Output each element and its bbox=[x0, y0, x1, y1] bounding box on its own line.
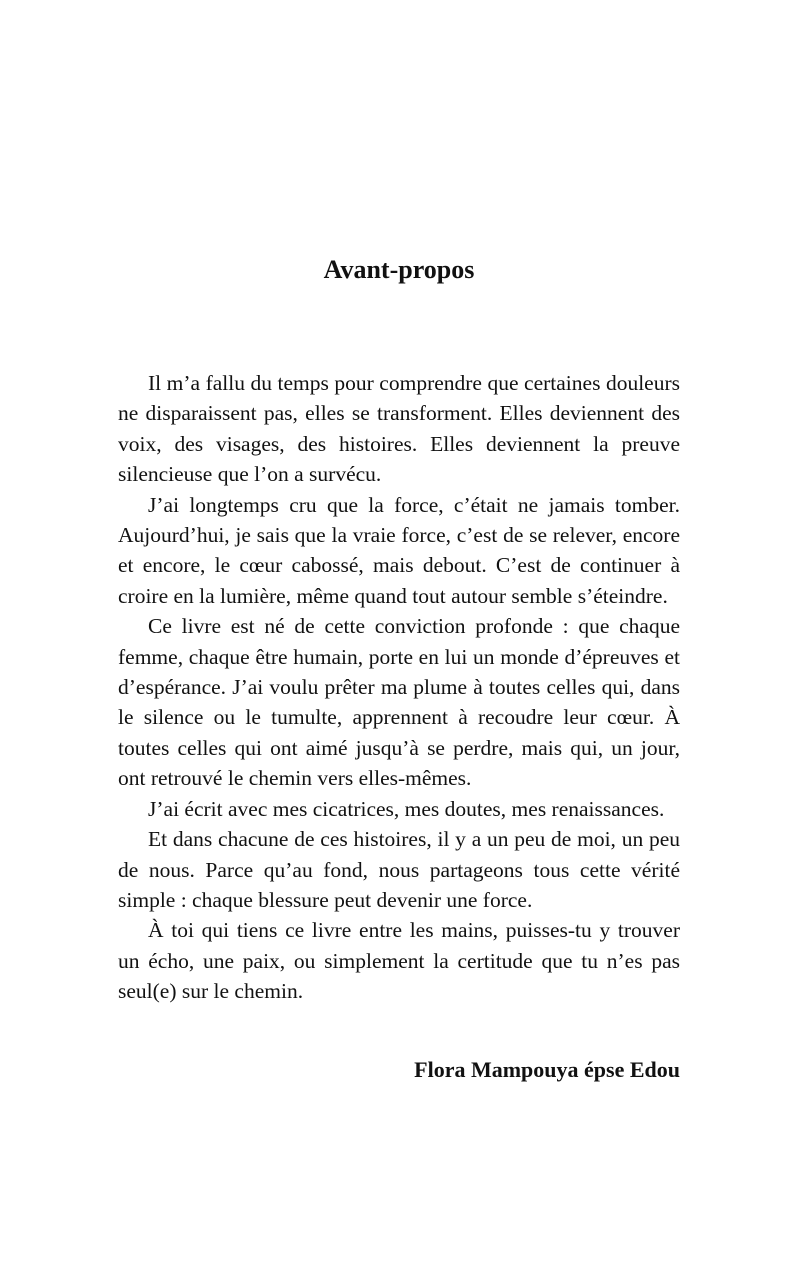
paragraph: Ce livre est né de cette conviction profonde : que chaque femme, chaque être humain, porte en lui un monde d’épreuves et d’espérance. J’ai voulu prêter ma plume à toutes celles qui, dans le silence ou le tumulte, apprennent à recoudre leur cœur. À toutes celles qui ont aimé jusqu’à se perdre, mais qui, un jour, ont retrouvé le chemin vers elles-mêmes. bbox=[118, 614, 680, 791]
page-title: Avant-propos bbox=[323, 255, 475, 284]
paragraph: J’ai écrit avec mes cicatrices, mes doutes, mes renaissances. bbox=[148, 796, 665, 821]
paragraph: À toi qui tiens ce livre entre les mains, puisses-tu y trouver un écho, une paix, ou simplement la certitude que tu n’es pas seul(e) sur le chemin. bbox=[118, 918, 680, 1004]
paragraph: J’ai longtemps cru que la force, c’était ne jamais tomber. Aujourd’hui, je sais que la vraie force, c’est de se relever, encore et encore, le cœur cabossé, mais debout. C’est de continuer à croire en la lumière, même quand tout autour semble s’éteindre. bbox=[118, 492, 680, 608]
foreword-body bbox=[118, 368, 680, 1007]
paragraph: Et dans chacune de ces histoires, il y a un peu de moi, un peu de nous. Parce qu’au fond, nous partageons tous cette vérité simple : chaque blessure peut devenir une force. bbox=[118, 827, 680, 912]
paragraph: Il m’a fallu du temps pour comprendre que certaines douleurs ne disparaissent pas, elles se transforment. Elles deviennent des voix, des visages, des histoires. Elles deviennent la preuve silencieuse que l’on a survécu. bbox=[118, 371, 680, 487]
author-signature: Flora Mampouya épse Edou bbox=[414, 1057, 680, 1082]
